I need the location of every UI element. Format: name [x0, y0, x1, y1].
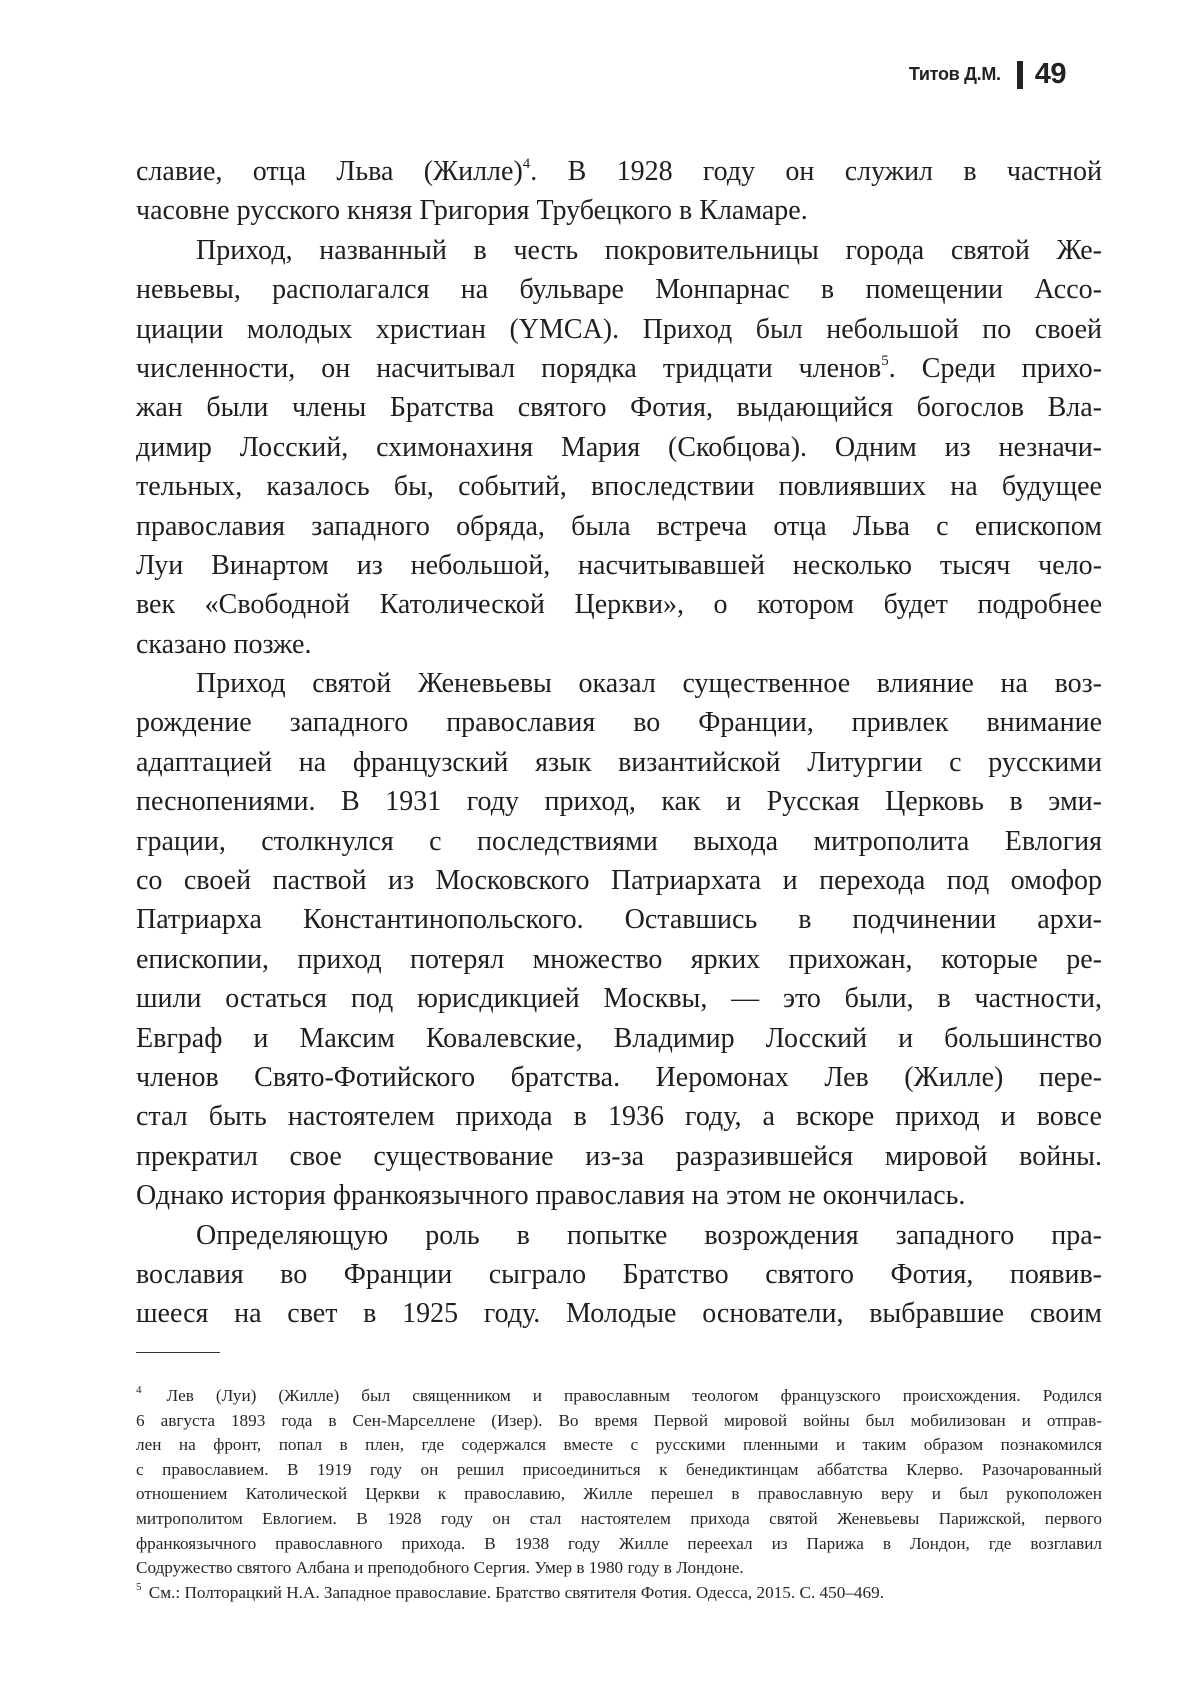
footnote-number: 4 [136, 1384, 142, 1397]
paragraph-2 [136, 231, 1102, 664]
footnote-ref-5[interactable]: 5 [881, 352, 889, 369]
footnote-line: отношением Католической Церкви к православию, Жилле перешел в православную веру и был рукоположен [136, 1484, 1102, 1504]
footnote-separator [136, 1352, 220, 1353]
text-line: славие, отца Льва (Жилле)$^4$. В 1928 году он служил в частной [136, 155, 1103, 187]
footnote-ref-4[interactable]: 4 [522, 155, 531, 172]
header-divider-bar [1017, 61, 1023, 89]
text-line: вославия во Франции сыграло Братство святого Фотия, появив- [136, 1258, 1102, 1290]
text-line: грации, столкнулся с последствиями выхода митрополита Евлогия [136, 825, 1102, 857]
text-line: циации молодых христиан (YMCA). Приход был небольшой по своей [136, 313, 1102, 345]
text-line: Приход святой Женевьевы оказал существенное влияние на воз- [196, 668, 1102, 700]
text-line: песнопениями. В 1931 году приход, как и Русская Церковь в эми- [136, 786, 1102, 818]
footnotes [136, 1384, 1102, 1605]
text-line: членов Свято-Фотийского братства. Иеромонах Лев (Жилле) пере- [136, 1061, 1102, 1093]
text-line: Однако история франкоязычного православия на этом не окончилась. [136, 1180, 966, 1212]
text-line: шееся на свет в 1925 году. Молодые основатели, выбравшие своим [136, 1298, 1102, 1330]
running-header [909, 58, 1066, 91]
footnote-line: лен на фронт, попал в плен, где содержался вместе с русскими пленными и таким образом познакомился [136, 1435, 1102, 1455]
text-line: со своей паствой из Московского Патриархата и перехода под омофор [136, 865, 1102, 897]
text-line: невьевы, располагался на бульваре Монпарнас в помещении Ассо- [136, 274, 1102, 306]
text-line: прекратил свое существование из-за разразившейся мировой войны. [136, 1140, 1102, 1172]
footnote-5 [136, 1581, 1102, 1606]
text-line: димир Лосский, схимонахиня Мария (Скобцова). Одним из незначи- [136, 431, 1102, 463]
text-line: шили остаться под юрисдикцией Москвы, — это были, в частности, [136, 983, 1102, 1015]
paragraph-4 [136, 1216, 1102, 1334]
text-line: православия западного обряда, была встреча отца Льва с епископом [136, 510, 1102, 542]
text-line: Евграф и Максим Ковалевские, Владимир Лосский и большинство [136, 1022, 1102, 1054]
text-line: Приход, названный в честь покровительницы города святой Же- [196, 234, 1102, 266]
footnote-number: 5 [136, 1581, 142, 1594]
text-line: часовне русского князя Григория Трубецкого в Кламаре. [136, 195, 808, 227]
main-text [136, 152, 1102, 1334]
text-line: Патриарха Константинопольского. Оставшись в подчинении архи- [136, 904, 1102, 936]
running-header-author: Титов Д.М. [908, 64, 1001, 84]
text-line: стал быть настоятелем прихода в 1936 году, а вскоре приход и вовсе [136, 1101, 1102, 1133]
footnote-line: митрополитом Евлогием. В 1928 году он стал настоятелем прихода святой Женевьевы Парижской, первого [136, 1508, 1102, 1528]
text-line: численности, он насчитывал порядка тридцати членов$^5$. Среди прихо- [136, 352, 1102, 384]
text-line: век «Свободной Католической Церкви», о котором будет подробнее [136, 589, 1102, 621]
footnote-line: с православием. В 1919 году он решил присоединиться к бенедиктинцам аббатства Клерво. Разочарованный [136, 1459, 1102, 1479]
text-line: Определяющую роль в попытке возрождения западного пра- [196, 1219, 1102, 1251]
footnote-line: франкоязычного православного прихода. В 1938 году Жилле переехал из Парижа в Лондон, где возглавил [136, 1533, 1102, 1553]
footnote-line: $^4$ Лев (Луи) (Жилле) был священником и православным теологом французского происхождения. Родился [136, 1384, 1102, 1405]
text-line: тельных, казалось бы, событий, впоследствии повлиявших на будущее [136, 471, 1102, 503]
paragraph-1 [136, 152, 1102, 231]
text-line: Луи Винартом из небольшой, насчитывавшей несколько тысяч чело- [136, 549, 1102, 581]
text-line: адаптацией на французский язык византийской Литургии с русскими [136, 746, 1102, 778]
text-line: рождение западного православия во Франции, привлек внимание [136, 707, 1102, 739]
footnote-4 [136, 1384, 1102, 1581]
footnote-line: Содружество святого Албана и преподобного Сергия. Умер в 1980 году в Лондоне. [136, 1558, 744, 1578]
text-line: епископии, приход потерял множество ярких прихожан, которые ре- [136, 943, 1102, 975]
page-number: 49 [1034, 58, 1066, 90]
footnote-line: 6 августа 1893 года в Сен-Марселлене (Изер). Во время Первой мировой войны был мобилизован и отправ- [136, 1410, 1102, 1430]
footnote-line: $^5$ См.: Полторацкий Н.А. Западное православие. Братство святителя Фотия. Одесса, 2015. С. 450–469. [136, 1581, 884, 1602]
text-line: сказано позже. [136, 628, 312, 660]
paragraph-3 [136, 664, 1102, 1215]
text-line: жан были члены Братства святого Фотия, выдающийся богослов Вла- [136, 392, 1102, 424]
